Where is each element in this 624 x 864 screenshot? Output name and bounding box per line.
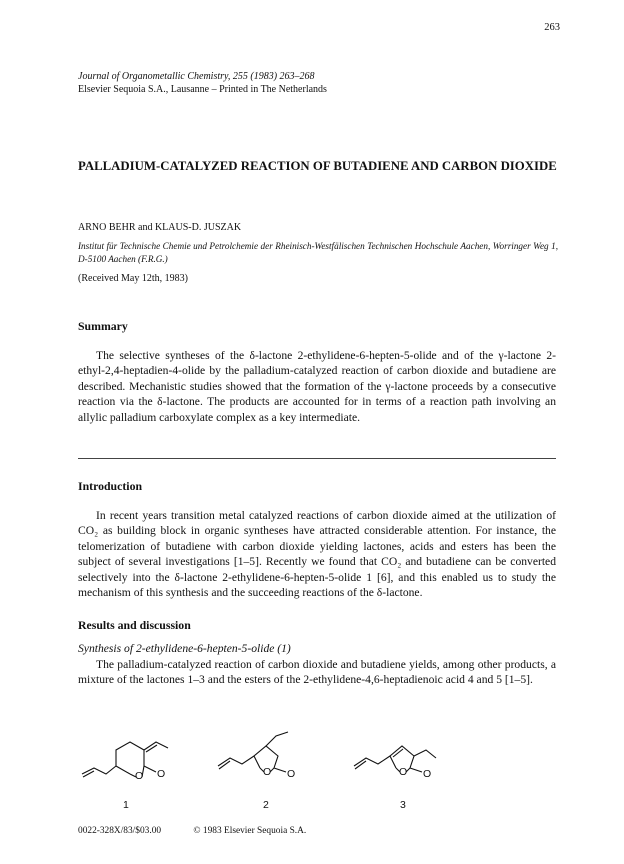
summary-paragraph: The selective syntheses of the δ-lactone 2-ethylidene-6-hepten-5-olide and of the γ-lactone 2-ethyl-2,4-heptadien-4-olide by the palladium-catalyzed reaction of carbon dioxide and butadiene are described. Mechanistic studies showed that the formation of the γ-lactone proceeds by a consecutive reaction via the δ-lactone. The products are accounted for in terms of a reaction path involving an allylic palladium carboxylate complex as a key intermediate.	[78, 349, 556, 424]
structure-2-drawing	[218, 732, 288, 772]
journal-citation: Journal of Organometallic Chemistry, 255 (1983) 263–268	[78, 71, 315, 82]
page-footer	[78, 826, 336, 836]
results-heading: Results and discussion	[78, 618, 191, 632]
introduction-heading: Introduction	[78, 479, 143, 493]
structure-1-number: 1	[123, 799, 129, 811]
issn-code: 0022-328X/83/$03.00	[78, 826, 162, 836]
structures-drawing	[78, 728, 556, 814]
author-list: ARNO BEHR and KLAUS-D. JUSZAK	[78, 222, 242, 233]
publisher-line: Elsevier Sequoia S.A., Lausanne – Printed in The Netherlands	[78, 84, 327, 95]
synthesis-body	[78, 657, 556, 688]
received-date: (Received May 12th, 1983)	[78, 273, 188, 284]
structure-1-ring-o: O	[135, 770, 144, 782]
summary-heading: Summary	[78, 319, 128, 333]
structure-2-carbonyl-o: O	[287, 768, 296, 780]
section-divider	[78, 458, 556, 459]
summary-body	[78, 348, 556, 425]
structure-2-ring-o: O	[263, 766, 272, 778]
introduction-body	[78, 508, 556, 600]
structure-3-ring-o: O	[399, 766, 408, 778]
synthesis-subheading: Synthesis of 2-ethylidene-6-hepten-5-olide (1)	[78, 642, 291, 655]
structure-1-drawing	[82, 742, 168, 777]
affiliation: Institut für Technische Chemie und Petrolchemie der Rheinisch-Westfälischen Technischen Hochschule Aachen, Worringer Weg 1, D-5100 Aachen (F.R.G.)	[78, 241, 558, 264]
introduction-paragraph: In recent years transition metal catalyzed reactions of carbon dioxide aimed at the utilization of CO₂ as building block in organic syntheses have attracted considerable attention. For instance, the telomerization of butadiene with carbon dioxide yielding lactones, acids and esters has been the subject of several investigations [1–5]. Recently we found that CO₂ and butadiene can be converted selectively into the δ-lactone 2-ethylidene-6-hepten-5-olide 1 [6], and this enabled us to study the mechanism of this synthesis and the succeeding reactions of the δ-lactone.	[78, 509, 556, 600]
structure-3-number: 3	[400, 799, 406, 811]
article-title: PALLADIUM-CATALYZED REACTION OF BUTADIENE AND CARBON DIOXIDE	[78, 159, 557, 173]
page-number: 263	[544, 22, 560, 33]
journal-header	[78, 70, 327, 96]
structure-1-carbonyl-o: O	[157, 768, 166, 780]
chemical-structures	[78, 728, 556, 814]
structure-2-number: 2	[263, 799, 269, 811]
structure-3-carbonyl-o: O	[423, 768, 432, 780]
copyright-notice: © 1983 Elsevier Sequoia S.A.	[193, 826, 307, 836]
synthesis-paragraph: The palladium-catalyzed reaction of carbon dioxide and butadiene yields, among other products, a mixture of the lactones 1–3 and the esters of the 2-ethylidene-4,6-heptadienoic acid 4 and 5 [1–5].	[78, 658, 556, 687]
